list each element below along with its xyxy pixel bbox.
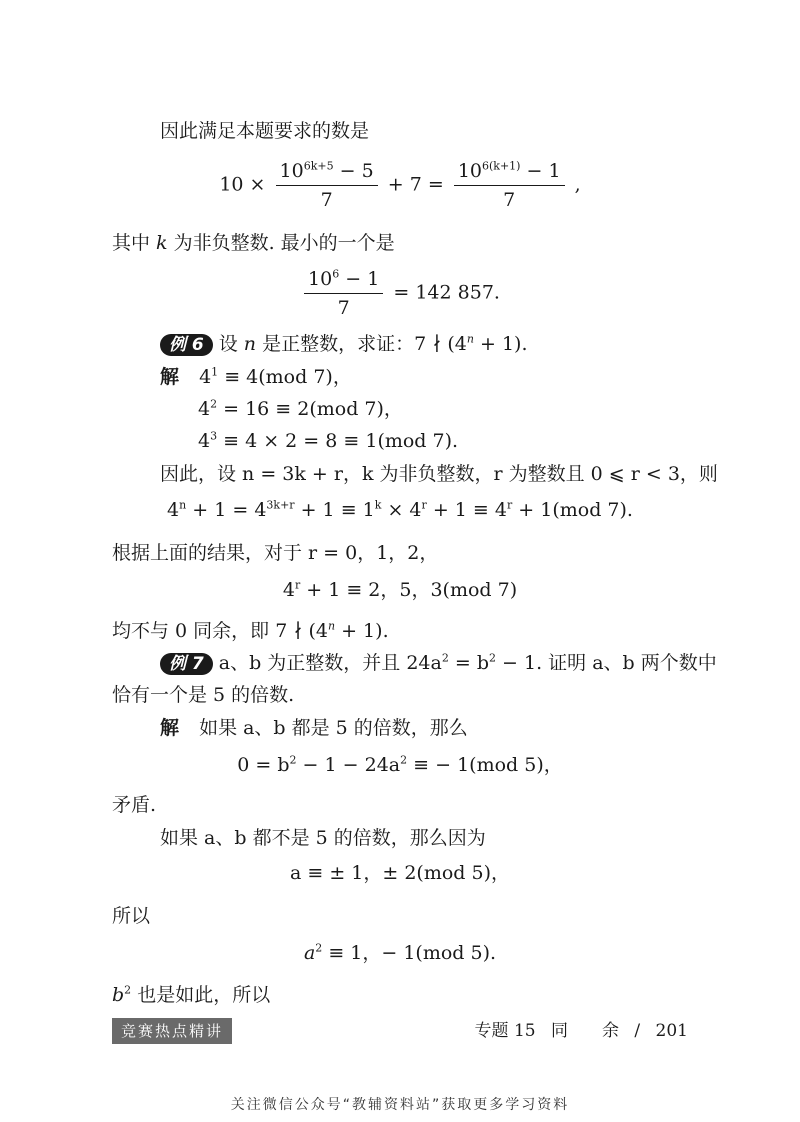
line-so: 所以 xyxy=(112,905,151,927)
line-b2-b: 也是如此，所以 xyxy=(131,984,271,1006)
formula-1-num1-tail: − 5 xyxy=(333,160,374,182)
formula-4-b: + 1 ≡ 2，5，3(mod 7) xyxy=(300,579,518,601)
formula-1-den2: 7 xyxy=(503,189,516,211)
line-therefore: 因此，设 n = 3k + r，k 为非负整数，r 为整数且 0 ⩽ r < 3，则 xyxy=(160,463,718,485)
formula-3-e-sup: r xyxy=(506,498,513,512)
formula-3 xyxy=(0,497,800,523)
line-based: 根据上面的结果，对于 r = 0，1，2， xyxy=(112,542,439,564)
solution-6-l2-base: 4 xyxy=(198,398,211,420)
line-none-b: + 1). xyxy=(335,620,389,642)
example-7-sup1: 2 xyxy=(441,651,449,665)
formula-4-a: 4 xyxy=(282,579,295,601)
example-7-line-2: 恰有一个是 5 的倍数. xyxy=(112,684,295,706)
formula-1-num2-sup: 6(k+1) xyxy=(482,159,521,173)
line-nonneg-b: 为非负整数. 最小的一个是 xyxy=(167,232,395,254)
var-k: k xyxy=(156,232,168,254)
formula-7 xyxy=(0,940,800,966)
line-b-squared xyxy=(112,982,270,1008)
solution-6-l2-rest: = 16 ≡ 2(mod 7)， xyxy=(217,398,403,420)
footer-title: 同 余 xyxy=(551,1021,619,1041)
example-6-badge: 例 6 xyxy=(160,334,213,356)
example-6-n: n xyxy=(243,333,257,355)
formula-5-a: 0 = b xyxy=(237,754,290,776)
formula-3-d: × 4 xyxy=(381,499,422,521)
footer-running-head xyxy=(465,1018,688,1044)
example-7 xyxy=(160,650,717,676)
formula-2-num: 10 xyxy=(308,268,333,290)
formula-3-b-sup: 3k+r xyxy=(266,498,295,512)
formula-6: a ≡ ± 1，± 2(mod 5)， xyxy=(290,862,510,884)
formula-1-num1: 10 xyxy=(279,160,304,182)
formula-2-num-tail: − 1 xyxy=(339,268,380,290)
solution-6-l3-sup: 3 xyxy=(210,429,218,443)
solution-7-label: 解 xyxy=(160,717,180,739)
formula-3-d-sup: r xyxy=(421,498,427,512)
solution-6-l3-base: 4 xyxy=(198,430,211,452)
footer-topic: 专题 15 xyxy=(474,1021,536,1041)
solution-6-label: 解 xyxy=(160,366,180,388)
example-7-sup2: 2 xyxy=(489,651,496,665)
example-6-sup: n xyxy=(466,332,474,346)
intro-line: 因此满足本题要求的数是 xyxy=(160,120,370,142)
formula-2-rhs: = 142 857. xyxy=(393,281,500,304)
formula-1-num1-sup: 6k+5 xyxy=(303,159,334,173)
solution-7-text: 如果 a、b 都是 5 的倍数，那么 xyxy=(199,717,468,739)
solution-6-line-3 xyxy=(198,428,458,454)
line-contradiction: 矛盾. xyxy=(112,794,157,816)
formula-1 xyxy=(0,160,800,211)
formula-2-den: 7 xyxy=(337,297,350,319)
formula-2-fraction xyxy=(304,268,383,319)
example-6-text-b: 是正整数，求证：7 ∤ (4 xyxy=(256,333,467,355)
formula-4 xyxy=(0,577,800,603)
formula-1-fraction-a xyxy=(276,160,378,211)
solution-6-line-1 xyxy=(160,364,352,390)
line-none-a: 均不与 0 同余，即 7 ∤ (4 xyxy=(112,620,328,642)
formula-1-fraction-b xyxy=(454,160,565,211)
formula-3-e: + 1 ≡ 4 xyxy=(426,499,507,521)
formula-1-den1: 7 xyxy=(320,189,333,211)
solution-7-line-1 xyxy=(160,715,468,741)
line-nonneg xyxy=(112,230,395,256)
line-nonneg-a: 其中 xyxy=(112,232,157,254)
solution-6-l3-rest: ≡ 4 × 2 = 8 ≡ 1(mod 7). xyxy=(217,430,459,452)
example-7-text-b: = b xyxy=(448,652,489,674)
line-none-sup: n xyxy=(327,619,336,633)
solution-6-l1-rest: ≡ 4(mod 7)， xyxy=(218,366,352,388)
formula-5-a-sup: 2 xyxy=(289,753,297,767)
example-7-text-c: − 1. 证明 a、b 两个数中 xyxy=(496,652,717,674)
formula-5-b-sup: 2 xyxy=(400,753,408,767)
line-b2-a: b xyxy=(112,984,125,1006)
solution-6-l2-sup: 2 xyxy=(210,397,218,411)
formula-3-c: + 1 ≡ 1 xyxy=(294,499,375,521)
formula-5-b: − 1 − 24a xyxy=(296,754,401,776)
footer-page-number: 201 xyxy=(655,1021,688,1041)
bottom-watermark-note: 关注微信公众号“教辅资料站”获取更多学习资料 xyxy=(230,1097,570,1113)
formula-7-a: a xyxy=(303,942,316,964)
formula-2 xyxy=(0,268,800,319)
example-7-text-a: a、b 为正整数，并且 24a xyxy=(218,652,442,674)
formula-4-a-sup: r xyxy=(294,578,301,592)
solution-6-line-2 xyxy=(198,396,403,422)
solution-6-l1-base: 4 xyxy=(199,366,212,388)
formula-5-c: ≡ − 1(mod 5)， xyxy=(407,754,563,776)
formula-3-b: + 1 = 4 xyxy=(186,499,267,521)
solution-6-l1-sup: 1 xyxy=(211,365,219,379)
formula-3-f: + 1(mod 7). xyxy=(512,499,633,521)
example-6-text-c: + 1). xyxy=(473,333,528,355)
formula-1-mid: + 7 = xyxy=(387,173,444,196)
formula-1-num2: 10 xyxy=(457,160,482,182)
formula-2-num-sup: 6 xyxy=(332,267,340,281)
formula-1-suffix: , xyxy=(574,173,581,196)
line-none-congruent xyxy=(112,618,389,644)
footer-slash: / xyxy=(634,1021,641,1041)
example-6 xyxy=(160,331,528,357)
formula-3-a-sup: n xyxy=(179,498,187,512)
formula-3-a: 4 xyxy=(167,499,180,521)
line-if-not: 如果 a、b 都不是 5 的倍数，那么因为 xyxy=(160,827,486,849)
footer-series-tag: 竞赛热点精讲 xyxy=(112,1018,232,1044)
formula-7-a-sup: 2 xyxy=(315,941,323,955)
formula-1-num2-tail: − 1 xyxy=(520,160,561,182)
formula-5 xyxy=(0,752,800,778)
example-6-text-a: 设 xyxy=(218,333,244,355)
formula-7-b: ≡ 1，− 1(mod 5). xyxy=(322,942,497,964)
line-b2-sup: 2 xyxy=(124,983,132,997)
example-7-badge: 例 7 xyxy=(160,653,213,675)
formula-3-c-sup: k xyxy=(374,498,382,512)
formula-1-prefix: 10 × xyxy=(219,173,266,196)
